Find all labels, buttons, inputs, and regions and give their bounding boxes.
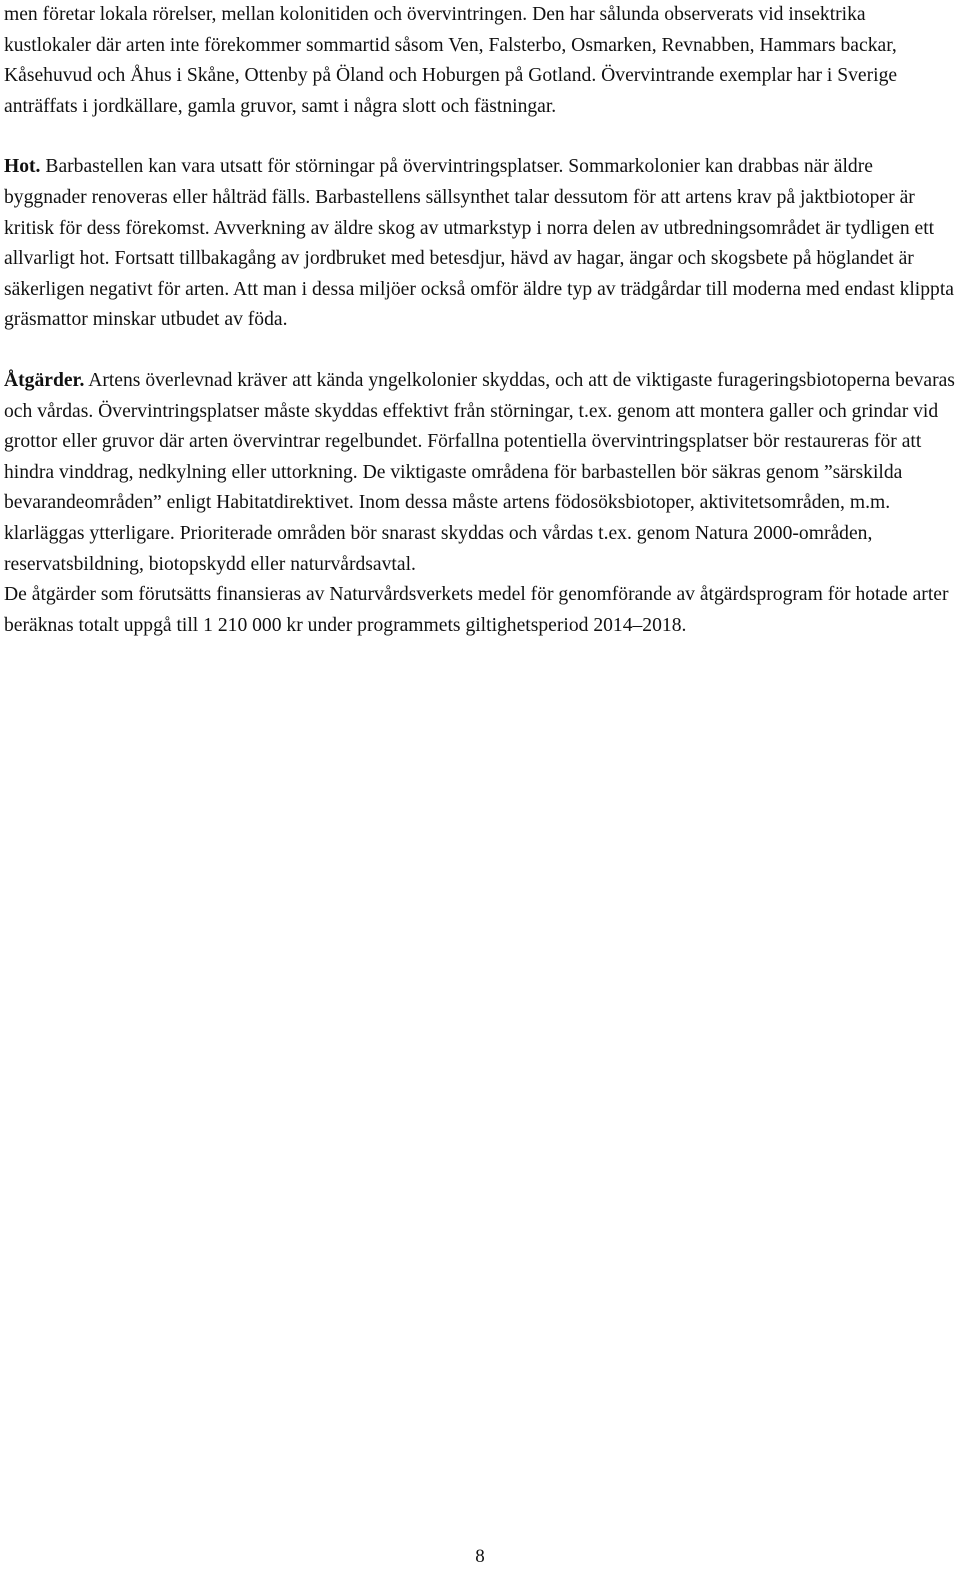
threats-text: Barbastellen kan vara utsatt för störningar på övervintringsplatser. Sommarkolonier kan drabbas när äldre byggnader renoveras eller hålträd fälls. Barbastellens sällsynthet talar dessutom för att artens krav på jaktbiotoper är kritisk för dess förekomst. Avverkning av äldre skog av utmarkstyp i norra delen av utbredningsområdet är tydligen ett allvarligt hot. Fortsatt tillbakagång av jordbruket med betesdjur, hävd av hagar, ängar och skogsbete på höglandet är säkerligen negativt för arten. Att man i dessa miljöer också omför äldre typ av trädgårdar till moderna med endast klippta gräsmattor minskar utbudet av föda. [4, 156, 954, 331]
measures-text: Artens överlevnad kräver att kända yngelkolonier skyddas, och att de viktigaste furageringsbiotoperna bevaras och vårdas. Övervintringsplatser måste skyddas effektivt från störningar, t.ex. genom att montera galler och grindar vid grottor eller gruvor där arten övervintrar regelbundet. Förfallna potentiella övervintringsplatser bör restaureras för att hindra vinddrag, nedkylning eller uttorkning. De viktigaste områdena för barbastellen bör säkras genom ”särskilda bevarandeområden” enligt Habitatdirektivet. Inom dessa måste artens födosöksbiotoper, aktivitetsområden, m.m. klarläggas ytterligare. Prioriterade områden bör snarast skyddas och vårdas t.ex. genom Natura 2000-områden, reservatsbildning, biotopskydd eller naturvårdsavtal. [4, 369, 955, 575]
threats-heading: Hot. [4, 156, 41, 178]
page-number: 8 [475, 1546, 485, 1567]
threats-section [4, 152, 956, 336]
measures-section [4, 366, 956, 641]
intro-paragraph [4, 0, 956, 122]
intro-text: men företar lokala rörelser, mellan kolonitiden och övervintringen. Den har sålunda observerats vid insektrika kustlokaler där arten inte förekommer sommartid såsom Ven, Falsterbo, Osmarken, Revnabben, Hammars backar, Kåsehuvud och Åhus i Skåne, Ottenby på Öland och Hoburgen på Gotland. Övervintrande exemplar har i Sverige anträffats i jordkällare, gamla gruvor, samt i några slott och fästningar. [4, 4, 898, 117]
document-page [4, 0, 956, 641]
measures-paragraph [4, 366, 956, 580]
funding-text: De åtgärder som förutsätts finansieras av Naturvårdsverkets medel för genomförande av åtgärdsprogram för hotade arter beräknas totalt uppgå till 1 210 000 kr under programmets giltighetsperiod 2014–2018. [4, 584, 949, 636]
funding-paragraph [4, 580, 956, 641]
measures-heading: Åtgärder. [4, 369, 85, 391]
